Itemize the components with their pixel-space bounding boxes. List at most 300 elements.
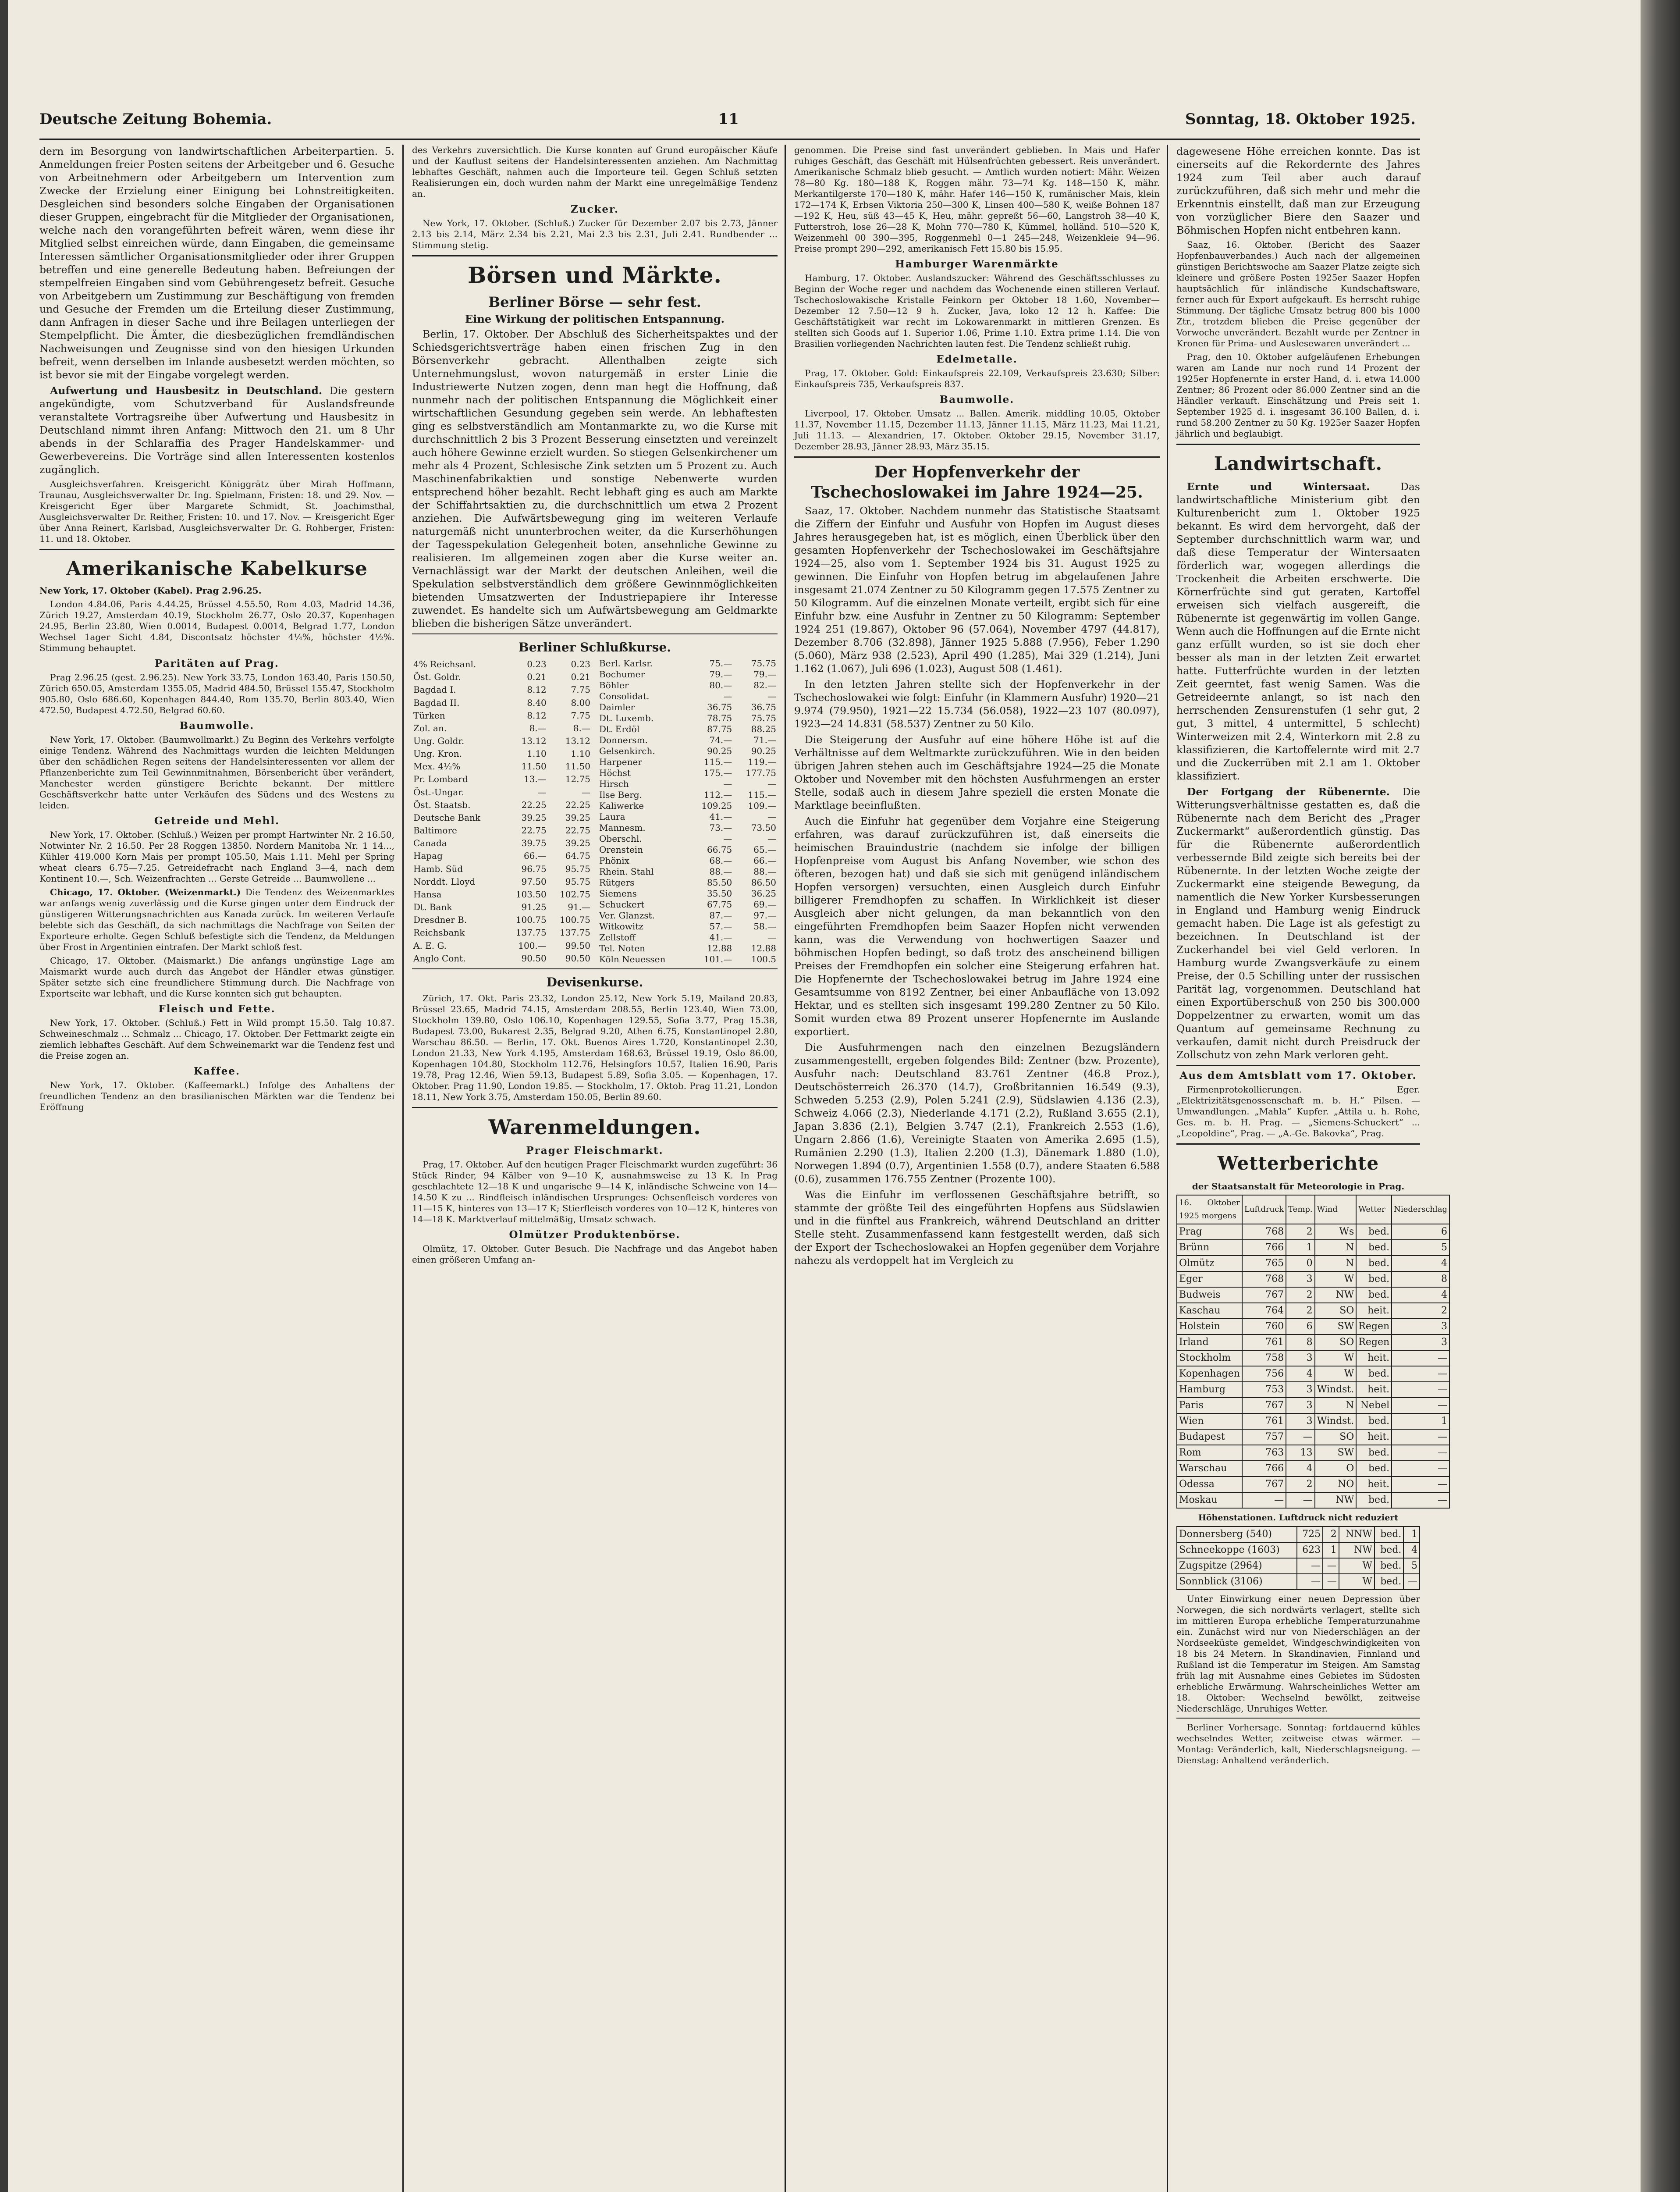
table-cell-value: 2: [1286, 1477, 1315, 1492]
table-cell-value: 100.5: [751, 954, 776, 964]
hamburg-text: Hamburg, 17. Oktober. Auslandszucker: Während des Geschäftsschlusses zu Beginn der Woche reger und nachdem das Wochenende einen stilleren Verlauf. Tschechoslowakische Kristalle Feinkorn per Oktober 18 1.60, November—Dezember 12 7.50—12 9 h. Zucker, Java, loko 12 12 h. Kaffee: Die Geschäftstätigkeit war recht im Lokowarenmarkt in mittleren Grenzen. Es stellten sich Goods auf 1. Superior 1.06, Prime 1.10. Extra prime 1.14. Die von Brasilien vorliegenden Nachrichten lauten fest. Die Tendenz schließt ruhig.: [794, 273, 1160, 349]
table-cell-value: heit.: [1356, 1429, 1392, 1445]
cable-rates-lead: New York, 17. Oktober (Kabel). Prag 2.96.25.: [39, 585, 262, 596]
divider: [794, 456, 1160, 458]
article-continuation: dern im Besorgung von landwirtschaftlichen Arbeiterpartien. 5. Anmeldungen freier Posten seitens der Arbeitgeber und 6. Gesuche von Arbeitnehmern oder Arbeitgebern um Intervention zum Zwecke der Erzielung einer Einigung bei Lohnstreitigkeiten. Desgleichen sind besonders solche Eingaben der Organisationen dieser Gruppen, eingebracht für die Mitglieder der Organisationen, welche nach den vorangeführten befreit wären, wenn diese ihr Mitglied selbst einreichen würde, dann Eingaben, die gemeinsame Interessen sämtlicher Organisationsmitglieder oder ihrer Gruppen betreffen und eine generelle Bedeutung haben. Befreiungen der stempelfreien Eingaben sind vom Gebührengesetz befreit. Gesuche von Arbeitgebern um Zustimmung zur Beschäftigung von fremden und Gesuche der Fremden um die Erteilung dieser Zustimmung, dann Anfragen in dieser Sache und ihre Beilagen unterliegen der Stempelpflicht. Die Ämter, die diesbezüglichen fremdländischen Nachweisungen und Zeugnisse sind von den hiesigen Urkunden befreit, wenn derselben im Inlande ausbesetzt werden möchten, so ist bevor sie mit der Eingabe vorgelegt werden.: [39, 145, 394, 381]
table-cell-value: 36.25: [751, 888, 776, 899]
table-cell-label: Höchst: [599, 768, 631, 778]
table-cell-value: 2: [1392, 1303, 1449, 1319]
table-cell-label: Schuckert: [599, 899, 645, 910]
column-3: [794, 145, 1160, 2157]
table-cell-value: 39.25: [521, 812, 547, 823]
table-cell-value: bed.: [1356, 1240, 1392, 1256]
stock-row: [412, 683, 592, 696]
table-cell-value: 57.—: [709, 921, 732, 932]
stock-row: [598, 757, 778, 768]
table-cell-value: 6: [1392, 1224, 1449, 1240]
table-cell-value: 75.—: [709, 658, 732, 669]
column-rule-3: [1167, 145, 1168, 2192]
table-cell-value: Nebel: [1356, 1398, 1392, 1413]
table-cell-value: 1.10: [571, 748, 590, 759]
table-cell-label: Tel. Noten: [599, 943, 646, 954]
table-cell-value: 3: [1286, 1382, 1315, 1398]
cotton-text: New York, 17. Oktober. (Baumwollmarkt.) Zu Beginn des Verkehrs verfolgte einige Tendenz. Während des Nachmittags wurden die leichten Meldungen über den schädlichen Regen seitens der Handelsinteressenten vor allem der Pflanzenberichte zum Teil Gewinnmitnahmen, Börsenbericht über verändert, Manchester werden günstigere Berichte bekannt. Der mittlere Geschäftsverkehr hatte unter Verkäufen des Südens und des Westens zu leiden.: [39, 734, 394, 811]
table-cell-value: —: [1392, 1398, 1449, 1413]
table-cell-label: Böhler: [599, 680, 629, 690]
weather-subtitle: der Staatsanstalt für Meteorologie in Prag.: [1192, 1181, 1405, 1192]
hops-continuation: dagewesene Höhe erreichen konnte. Das ist einerseits auf die Rekordernte des Jahres 1924 zum Teil aber auch darauf zurückzuführen, daß sich mehr und mehr die Erkenntnis einstellt, daß man zur Erzeugung von vorzüglicher Biere den Saazer und Böhmischen Hopfen nicht entbehren kann.: [1176, 145, 1420, 236]
table-cell-value: Windst.: [1315, 1413, 1357, 1429]
table-cell-value: 13: [1286, 1445, 1315, 1461]
table-cell-label: Hamb. Süd: [413, 863, 463, 874]
stock-row: [598, 833, 778, 844]
table-cell-value: 1: [1286, 1240, 1315, 1256]
table-cell-label: Harpener: [599, 757, 642, 767]
table-cell-value: 8.—: [529, 722, 547, 733]
olmuetz-continuation: genommen. Die Preise sind fast unverändert geblieben. In Mais und Hafer ruhiges Geschäft, das Geschäft mit Hülsenfrüchten gebessert. Reis unverändert. Amerikanische Schmalz blieb gesucht. — Amtlich wurden notiert: Mähr. Weizen 78—80 Kg. 180—188 K, Roggen mähr. 73—74 Kg. 148—150 K, mähr. Merkantilgerste 170—180 K, mähr. Hafer 146—150 K, rumänischer Mais, klein 172—174 K, Erbsen Viktoria 250—300 K, Linsen 400—580 K, weiße Bohnen 187—192 K, Heu, süß 43—45 K, Heu, mähr. gepreßt 56—60, Langstroh 38—40 K, Futterstroh, lose 26—28 K, Mohn 770—780 K, Kümmel, holländ. 510—520 K, Weizenmehl 00 390—395, Roggenmehl 0—1 245—248, Weizenkleie 94—96. Preise prompt 290—292, amerikanisch Fett 15.80 bis 15.95.: [794, 145, 1160, 254]
mountain-stations-heading: Höhenstationen. Luftdruck nicht reduziert: [1198, 1513, 1399, 1523]
table-cell-value: bed.: [1356, 1492, 1392, 1508]
table-cell-label: Öst.-Ungar.: [413, 786, 464, 797]
stock-row: [598, 943, 778, 954]
table-cell-value: 761: [1242, 1334, 1286, 1350]
table-cell-value: 758: [1242, 1350, 1286, 1366]
divider: [1176, 444, 1420, 445]
table-cell-label: Ung. Kron.: [413, 748, 462, 759]
weather-row: [1177, 1319, 1449, 1334]
hops-paragraph: Die Steigerung der Ausfuhr auf eine höhere Höhe ist auf die Verhältnisse auf dem Weltmarkte zurückzuführen. Wie in den beiden übrigen Jahren stehen auch im Geschäftsjahre 1924—25 die Monate Oktober und November mit den höchsten Ausfuhrmengen an erster Stelle, sodaß auch in diesem Jahre speziell die ersten Monate die Marktlage beeinflußten.: [794, 733, 1160, 811]
weather-row: [1177, 1366, 1449, 1382]
table-cell-value: SO: [1315, 1429, 1357, 1445]
table-cell-value: 100.75: [515, 915, 547, 925]
table-cell-label: Zol. an.: [413, 722, 447, 733]
hops-article-title: Der Hopfenverkehr der Tschechoslowakei im Jahre 1924—25.: [811, 463, 1143, 502]
weather-row: [1177, 1256, 1449, 1271]
weather-column-header: Temp.: [1286, 1195, 1315, 1224]
berlin-exchange-text: Berlin, 17. Oktober. Der Abschluß des Sicherheitspaktes und der Schiedsgerichtsverträge haben einen frischen Zug in den Börsenverkehr gebracht. Allenthalben zeigte sich Unternehmungslust, wovon naturgemäß in erster Linie die Industriewerte Nutzen zogen, denn man hegt die Hoffnung, daß nunmehr nach der politischen Entspannung die Möglichkeit einer wirtschaftlichen Gesundung gegeben sein werde. An lebhaftesten ging es selbstverständlich am Montanmarkte zu, wo die Kurse mit durchschnittlich 2 bis 3 Prozent Besserung einsetzten und vereinzelt auch höhere Gewinne erzielt wurden. So stiegen Gelsenkirchener um mehr als 4 Prozent, Schlesische Zink setzten um 5 Prozent zu. Auch Maschinenfabrikaktien und sonstige Nebenwerte wurden entsprechend höher bezahlt. Recht lebhaft ging es auch am Markte der Schiffahrtsaktien zu, die durchschnittlich um etwa 2 Prozent anziehen. Die Aufwärtsbewegung ging im weiteren Verlaufe naturgemäß nicht ununterbrochen weiter, da die Kurserhöhungen der Tagesspekulation Gelegenheit boten, ansehnliche Gewinne zu realisieren. Im allgemeinen zogen aber die Kurse weiter an. Vernachlässigt war der Markt der deutschen Anleihen, weil die Spekulation selbstverständlich dem größere Gewinnmöglichkeiten bietenden Umsatzwerten der Industriepapiere ihr Interesse zuwendet. Es handelte sich um Aufwärtsbewegung am Geldmarkte blieben die bisherigen Sätze unverändert.: [412, 328, 778, 630]
mountain-station-row: [1177, 1542, 1420, 1558]
table-cell-label: Rütgers: [599, 877, 635, 888]
weather-column-header: 16. Oktober 1925 morgens: [1177, 1195, 1242, 1224]
table-cell-value: —: [767, 779, 776, 789]
table-cell-value: —: [1392, 1492, 1449, 1508]
table-cell-value: —: [767, 691, 776, 701]
table-cell-label: Donnersm.: [599, 735, 648, 745]
meat-text: New York, 17. Oktober. (Schluß.) Fett in Wild prompt 15.50. Talg 10.87. Schweineschmalz ... Schmalz ... Chicago, 17. Oktober. Der Fettmarkt zeigte ein ziemlich lebhaftes Geschäft. Auf dem Schweinemarkt war die Tendenz fest und die Preise zogen an.: [39, 1018, 394, 1061]
stock-row: [598, 899, 778, 910]
table-cell-value: 763: [1242, 1445, 1286, 1461]
page-edge-shadow: [1641, 0, 1680, 2192]
table-cell-label: Mannesm.: [599, 822, 646, 833]
table-cell-value: bed.: [1375, 1574, 1403, 1590]
weather-column-header: Wind: [1315, 1195, 1357, 1224]
table-cell-label: Norddt. Lloyd: [413, 876, 476, 887]
section-title-cable-rates: Amerikanische Kabelkurse: [66, 558, 368, 580]
table-cell-value: bed.: [1375, 1542, 1403, 1558]
table-cell-label: Oberschl.: [599, 833, 642, 844]
table-cell-value: 4: [1286, 1366, 1315, 1382]
table-cell-label: Pr. Lombard: [413, 774, 468, 785]
table-cell-value: —: [1392, 1477, 1449, 1492]
weather-text: Unter Einwirkung einer neuen Depression über Norwegen, die sich nordwärts verlagert, stellte sich im mittleren Europa erhebliche Temperaturzunahme ein. Zunächst wird nur von Niederschlägen an der Nordseeküste gemeldet, Windgeschwindigkeiten von 18 bis 24 Metern. In Skandinavien, Finnland und Rußland ist die Temperatur im Steigen. Am Samstag früh lag mit Ausnahme eines Gebietes im Südosten erhebliche Erwärmung. Wahrscheinliches Wetter am 18. Oktober: Wechselnd bewölkt, zeitweise Niederschläge, Unruhiges Wetter.: [1176, 1594, 1420, 1714]
table-cell-value: W: [1339, 1574, 1375, 1590]
table-cell-value: 85.50: [707, 877, 732, 888]
table-cell-value: W: [1315, 1350, 1357, 1366]
table-cell-value: 767: [1242, 1398, 1286, 1413]
precious-metals-text: Prag, 17. Oktober. Gold: Einkaufspreis 22.109, Verkaufspreis 23.630; Silber: Einkaufspreis 735, Verkaufspreis 837.: [794, 368, 1160, 389]
stock-row: [412, 747, 592, 760]
hops-paragraph: In den letzten Jahren stellte sich der Hopfenverkehr in der Tschechoslowakei wie folgt: Einfuhr (in Klammern Ausfuhr) 1920—21 9.974 (79.950), 1921—22 15.734 (56.058), 1922—23 107 (80.097), 1923—24 14.831 (58.537) Zentner zu 50 Kilo.: [794, 678, 1160, 730]
stock-row: [598, 768, 778, 779]
divider: [412, 255, 778, 256]
weather-row: [1177, 1240, 1449, 1256]
table-cell-label: Gelsenkirch.: [599, 746, 655, 756]
table-cell-value: —: [1323, 1558, 1339, 1574]
divider: [39, 549, 394, 550]
table-cell-value: —: [723, 691, 732, 701]
stock-row: [598, 702, 778, 713]
table-cell-label: Bochumer: [599, 669, 645, 680]
table-cell-label: Consolidat.: [599, 691, 650, 701]
table-cell-value: 102.75: [560, 889, 590, 900]
table-cell-value: 1: [1392, 1413, 1449, 1429]
table-cell-value: 115.—: [703, 757, 732, 767]
table-cell-value: 22.75: [521, 825, 547, 836]
table-cell-value: —: [1297, 1558, 1323, 1574]
table-cell-label: Brünn: [1177, 1240, 1242, 1256]
closing-prices-title: Berliner Schlußkurse.: [519, 640, 671, 655]
divider: [1176, 1718, 1420, 1719]
table-cell-label: Hirsch: [599, 779, 629, 789]
table-cell-value: 753: [1242, 1382, 1286, 1398]
table-cell-value: 137.75: [515, 927, 547, 938]
table-cell-value: 78.75: [707, 713, 732, 723]
table-cell-value: —: [767, 833, 776, 844]
column-rule-2: [785, 145, 786, 2192]
agriculture-body: Das landwirtschaftliche Ministerium gibt den Kulturenbericht zum 1. Oktober 1925 bekannt. Es wird dem hervorgeht, daß der September durchschnittlich warm war, und daß diese Temperatur der Wintersaaten förderlich war, wogegen allerdings die Trockenheit die Arbeiten erschwerte. Die Körnerfrüchte sind gut geraten, Kartoffel erweisen sich vielfach ausgereift, die Rübenernte ist gegenwärtig im vollen Gange. Wenn auch die Hoffnungen auf die Ernte nicht ganz erfüllt wurden, so ist sie doch eher besser als man in der letzten Zeit erwartet hatte. Futterfrüchte wurden in der letzten Zeit geerntet, fast wenig Samen. Was die Getreideernte anlangt, so ist nach den herrschenden Zensurenstufen (1 sehr gut, 2 gut, 3 mittel, 4 untermittel, 5 schlecht) Winterweizen mit 2.4, Winterkorn mit 2.8 zu klassifizieren, die Kartoffelernte wird mit 2.7 und die Zuckerrüben mit 2.1 am 1. Oktober klassifiziert.: [1176, 480, 1420, 782]
stock-row: [598, 790, 778, 801]
page-header: [39, 110, 1416, 137]
table-cell-value: 756: [1242, 1366, 1286, 1382]
table-cell-value: bed.: [1356, 1256, 1392, 1271]
table-cell-value: 766: [1242, 1240, 1286, 1256]
table-cell-value: 68.—: [709, 855, 732, 866]
table-cell-value: heit.: [1356, 1350, 1392, 1366]
table-cell-value: Windst.: [1315, 1382, 1357, 1398]
table-cell-label: Köln Neuessen: [599, 954, 666, 964]
table-cell-value: 65.—: [753, 844, 776, 855]
table-cell-label: Ver. Glanzst.: [599, 910, 655, 921]
table-cell-label: Dt. Erdöl: [599, 724, 640, 734]
table-cell-value: 725: [1297, 1527, 1323, 1542]
table-cell-value: 90.50: [521, 953, 547, 964]
table-cell-value: 761: [1242, 1413, 1286, 1429]
article-text: [39, 384, 394, 476]
table-cell-value: NW: [1315, 1492, 1357, 1508]
page-number: 11: [718, 110, 739, 128]
table-cell-value: 0.23: [571, 659, 590, 670]
table-cell-label: Öst. Staatsb.: [413, 799, 471, 810]
table-cell-value: 101.—: [703, 954, 732, 964]
stock-row: [598, 691, 778, 702]
table-cell-label: Paris: [1177, 1398, 1242, 1413]
table-cell-label: Türken: [413, 710, 445, 721]
table-cell-value: 87.—: [709, 910, 732, 921]
table-cell-value: N: [1315, 1256, 1357, 1271]
table-cell-value: 119.—: [748, 757, 776, 767]
table-cell-value: —: [1323, 1574, 1339, 1590]
table-cell-label: Prag: [1177, 1224, 1242, 1240]
table-cell-value: 764: [1242, 1303, 1286, 1319]
table-cell-label: Schneekoppe (1603): [1177, 1542, 1297, 1558]
table-cell-value: W: [1315, 1366, 1357, 1382]
table-cell-value: 7.75: [571, 710, 590, 721]
mountain-station-row: [1177, 1527, 1420, 1542]
table-cell-value: 2: [1286, 1303, 1315, 1319]
table-cell-value: 13.12: [521, 736, 547, 747]
table-cell-value: 1: [1403, 1527, 1420, 1542]
section-title-agriculture: Landwirtschaft.: [1214, 453, 1383, 474]
table-cell-label: Dt. Bank: [413, 902, 452, 913]
divider: [1176, 1143, 1420, 1145]
stock-row: [598, 866, 778, 877]
table-cell-value: 109.—: [748, 801, 776, 811]
table-cell-value: —: [1392, 1429, 1449, 1445]
table-cell-value: 75.75: [751, 713, 776, 723]
cable-rates-text: London 4.84.06, Paris 4.44.25, Brüssel 4.55.50, Rom 4.03, Madrid 14.36, Zürich 19.27, Amsterdam 40.19, Stockholm 26.77, Oslo 20.37, Kopenhagen 24.95, Berlin 23.80, Wien 0.0014, Budapest 0.0014, Belgrad 1.77, London Wechsel 1ager Sicht 4.84, Discontsatz höchster 4¼%, höchster 4½%. Stimmung behauptet.: [39, 599, 394, 653]
table-cell-value: 12.75: [565, 774, 590, 785]
weather-row: [1177, 1492, 1449, 1508]
table-cell-label: Hansa: [413, 889, 442, 900]
weather-row: [1177, 1413, 1449, 1429]
stock-row: [412, 658, 592, 671]
article-lead: Aufwertung und Hausbesitz in Deutschland.: [50, 384, 323, 397]
olmuetz-text: Olmütz, 17. Oktober. Guter Besuch. Die Nachfrage und das Angebot haben einen größeren Umfang an-: [412, 1243, 778, 1265]
table-cell-value: bed.: [1356, 1445, 1392, 1461]
divider: [1176, 1065, 1420, 1066]
weather-row: [1177, 1445, 1449, 1461]
table-cell-label: Wien: [1177, 1413, 1242, 1429]
table-cell-label: Laura: [599, 811, 625, 822]
table-cell-value: —: [1392, 1382, 1449, 1398]
table-cell-value: 8.00: [571, 697, 590, 708]
weather-row: [1177, 1287, 1449, 1303]
saaz-report: Saaz, 16. Oktober. (Bericht des Saazer Hopfenbauverbandes.) Auch nach der allgemeinen günstigen Berichtswoche am Saazer Platze zeigte sich kleinere und größere Posten 1925er Saazer Hopfen hauptsächlich für inländische Kundschaftsware, ferner auch für Export aufgekauft. Es herrscht ruhige Stimmung. Der tägliche Umsatz betrug 800 bis 1000 Ztr., trotzdem blieben die Preise gegenüber der Vorwoche unverändert. Bezahlt wurde per Zentner in Kronen für Prima- und Auslesewaren unverändert ...: [1176, 239, 1420, 349]
column-1: [39, 145, 394, 2157]
olmuetz-heading: Olmützer Produktenbörse.: [509, 1229, 681, 1241]
header-rule: [39, 139, 1420, 140]
stock-row: [412, 760, 592, 773]
table-cell-label: Berl. Karlsr.: [599, 658, 653, 669]
table-cell-value: 36.75: [707, 702, 732, 712]
hops-paragraph: Saaz, 17. Oktober. Nachdem nunmehr das Statistische Staatsamt die Ziffern der Einfuhr und Ausfuhr von Hopfen im August dieses Jahres herausgegeben hat, ist es möglich, einen Überblick über den gesamten Hopfenverkehr der Tschechoslowakei im Geschäftsjahre 1924—25, also vom 1. September 1924 bis 31. August 1925 zu gewinnen. Die Einfuhr von Hopfen betrug im abgelaufenen Jahre insgesamt 21.074 Zentner zu 50 Kilogramm gegen 17.575 Zentner zu 50 Kilogramm. Auf die einzelnen Monate verteilt, ergibt sich für eine Einfuhr bzw. eine Ausfuhr in Zentner zu 50 Kilogramm: September 1924 251 (19.867), Oktober 96 (57.064), November 4797 (44.817), Dezember 8.706 (32.898), Jänner 1925 5.888 (7.956), Feber 1.290 (5.060), März 938 (2.523), April 490 (1.285), Mai 329 (1.214), Juni 1.162 (1.067), Juli 696 (1.023), August 508 (1.461).: [794, 505, 1160, 675]
section-title-weather: Wetterberichte: [1217, 1153, 1379, 1174]
table-cell-value: N: [1315, 1240, 1357, 1256]
table-cell-value: 97.—: [753, 910, 776, 921]
parity-text: Prag 2.96.25 (gest. 2.96.25). New York 33.75, London 163.40, Paris 150.50, Zürich 650.05, Amsterdam 1355.05, Madrid 484.50, Brüssel 155.47, Stockholm 905.80, Oslo 686.60, Kopenhagen 844.40, Rom 135.70, Berlin 803.40, Wien 472.50, Budapest 4.72.50, Belgrad 60.60.: [39, 672, 394, 715]
stock-row: [412, 850, 592, 862]
table-cell-value: —: [767, 932, 776, 943]
table-cell-label: Dresdner B.: [413, 915, 467, 925]
table-cell-value: N: [1315, 1398, 1357, 1413]
table-cell-value: —: [1286, 1492, 1315, 1508]
table-cell-value: bed.: [1375, 1558, 1403, 1574]
table-cell-value: 12.88: [751, 943, 776, 954]
cotton-heading: Baumwolle.: [179, 720, 255, 732]
table-cell-value: 91.—: [568, 902, 590, 913]
weather-column-header: Luftdruck: [1242, 1195, 1286, 1224]
table-cell-label: Donnersberg (540): [1177, 1527, 1297, 1542]
table-cell-label: Reichsbank: [413, 927, 465, 938]
stock-row: [412, 671, 592, 683]
stock-row: [598, 822, 778, 833]
stock-row: [412, 952, 592, 965]
table-cell-value: 88.25: [751, 724, 776, 734]
table-cell-value: 86.50: [751, 877, 776, 888]
table-cell-value: 109.25: [701, 801, 732, 811]
stock-row: [598, 779, 778, 790]
table-cell-label: Kaliwerke: [599, 801, 644, 811]
table-cell-value: 3: [1392, 1334, 1449, 1350]
table-cell-value: 623: [1297, 1542, 1323, 1558]
column-rule-1: [402, 145, 404, 2192]
table-cell-value: 39.25: [565, 838, 590, 849]
stock-row: [412, 773, 592, 786]
table-cell-value: NNW: [1339, 1527, 1375, 1542]
table-cell-label: Dt. Luxemb.: [599, 713, 654, 723]
table-cell-label: Canada: [413, 838, 447, 849]
grain-text: New York, 17. Oktober. (Schluß.) Weizen per prompt Hartwinter Nr. 2 16.50, Notwinter Nr. 2 16.50. Per 28 Roggen 13850. Nordern Manitoba Nr. 1 14..., Kühler 419.000 Korn Mais per prompt 105.50, Mais 1.11. Mehl per Spring wheat clears 6.75—7.25. Getreidefracht nach England 3—4, nach dem Kontinent 10.—, Sch. Weizenfrachten ... Gerste Getreide ... Baumwollene ...: [39, 829, 394, 884]
table-cell-value: —: [723, 779, 732, 789]
table-cell-value: 90.25: [707, 746, 732, 756]
stock-row: [412, 914, 592, 926]
table-cell-label: Eger: [1177, 1271, 1242, 1287]
table-cell-label: Kopenhagen: [1177, 1366, 1242, 1382]
table-cell-value: 112.—: [703, 790, 732, 800]
mountain-stations-table: [1176, 1526, 1420, 1590]
stock-row: [412, 837, 592, 850]
stock-row: [412, 811, 592, 824]
weather-column-header: Niederschlag: [1392, 1195, 1449, 1224]
currency-title: Devisenkurse.: [546, 975, 643, 989]
table-cell-value: 35.50: [707, 888, 732, 899]
table-cell-value: 82.—: [753, 680, 776, 690]
table-cell-value: O: [1315, 1461, 1357, 1477]
coffee-text: New York, 17. Oktober. (Kaffeemarkt.) Infolge des Anhaltens der freundlichen Tendenz an den brasilianischen Märkten war die Tendenz bei Eröffnung: [39, 1080, 394, 1112]
weather-row: [1177, 1461, 1449, 1477]
table-cell-label: Holstein: [1177, 1319, 1242, 1334]
table-cell-value: 79.—: [753, 669, 776, 680]
table-cell-value: 0: [1286, 1256, 1315, 1271]
table-cell-label: Stockholm: [1177, 1350, 1242, 1366]
saaz-report-2: Prag, den 10. Oktober aufgeläufenen Erhebungen waren am Lande nur noch rund 14 Prozent der 1925er Hopfenernte in erster Hand, d. i. etwa 14.000 Zentner; 86 Prozent oder 86.000 Zentner sind an die Händler verkauft. Einschätzung und Preis seit 1. September 1925 d. i. insgesamt 36.100 Ballen, d. i. rund 58.200 Zentner zu 50 Kg. 1925er Saazer Hopfen jährlich und beglaubigt.: [1176, 352, 1420, 439]
table-cell-value: 79.—: [709, 669, 732, 680]
table-cell-value: 11.50: [565, 761, 590, 772]
table-cell-label: Bagdad I.: [413, 684, 456, 695]
table-cell-value: heit.: [1356, 1382, 1392, 1398]
table-cell-value: Regen: [1356, 1334, 1392, 1350]
table-cell-value: 66.—: [753, 855, 776, 866]
stock-row: [598, 888, 778, 899]
stock-row: [412, 722, 592, 735]
divider: [412, 1107, 778, 1108]
berlin-forecast: Berliner Vorhersage. Sonntag: fortdauernd kühles wechselndes Wetter, zeitweise etwas wärmer. — Montag: Veränderlich, kalt, Niederschlagsneigung. — Dienstag: Anhaltend veränderlich.: [1176, 1722, 1420, 1765]
table-cell-label: Ung. Goldr.: [413, 736, 465, 747]
table-cell-value: 765: [1242, 1256, 1286, 1271]
column-4: [1176, 145, 1448, 2157]
table-cell-value: 3: [1286, 1350, 1315, 1366]
divider: [412, 633, 778, 634]
table-cell-value: NW: [1315, 1287, 1357, 1303]
issue-date: Sonntag, 18. Oktober 1925.: [1185, 110, 1416, 128]
weather-row: [1177, 1398, 1449, 1413]
table-cell-value: 6: [1286, 1319, 1315, 1334]
stock-row: [412, 709, 592, 722]
table-cell-value: 64.75: [565, 850, 590, 861]
table-cell-value: bed.: [1356, 1224, 1392, 1240]
table-cell-value: W: [1339, 1558, 1375, 1574]
stock-row: [598, 669, 778, 680]
table-cell-value: 88.—: [709, 866, 732, 877]
table-cell-value: —: [537, 786, 547, 797]
table-cell-value: 8: [1286, 1334, 1315, 1350]
stock-row: [598, 811, 778, 822]
weather-row: [1177, 1224, 1449, 1240]
table-cell-value: 767: [1242, 1287, 1286, 1303]
table-cell-value: NO: [1315, 1477, 1357, 1492]
table-cell-value: 757: [1242, 1429, 1286, 1445]
stock-row: [412, 863, 592, 875]
table-cell-value: 91.25: [521, 902, 547, 913]
table-cell-value: 103.50: [515, 889, 547, 900]
stock-row: [412, 926, 592, 939]
stock-row: [412, 786, 592, 799]
table-cell-value: 137.75: [560, 927, 590, 938]
stock-row: [598, 844, 778, 855]
table-cell-value: 768: [1242, 1271, 1286, 1287]
table-cell-value: 36.75: [751, 702, 776, 712]
table-cell-value: 75.75: [751, 658, 776, 669]
table-cell-value: bed.: [1356, 1413, 1392, 1429]
table-cell-value: 99.50: [565, 940, 590, 951]
table-cell-value: bed.: [1356, 1271, 1392, 1287]
table-cell-value: 90.50: [565, 953, 590, 964]
column-2: [412, 145, 778, 2157]
table-cell-label: Phönix: [599, 855, 629, 866]
table-cell-value: W: [1315, 1271, 1357, 1287]
table-cell-value: 66.75: [707, 844, 732, 855]
beet-harvest-body: Die Witterungsverhältnisse gestatten es, daß die Rübenernte nach dem Bericht des „Prager Zuckermarkt“ außerordentlich günstig. Das für die Rübenernte außerordentlich verbessernde Bild zeigte sich bereits bei der Rübenernte. In der letzten Woche zeigte der Zuckermarkt eine steigende Bewegung, da namentlich die New Yorker Kursbesserungen in England und Hamburg wenig Eindruck gemacht haben. Die Lage ist als gefestigt zu bezeichnen. In Deutschland ist der Zuckerhandel bei viel Geld verloren. In Hamburg wurde Zwangsverkäufe zu einem Preise, der 0.5 Schilling unter der russischen Parität lag, vorgenommen. Deutschland hat einen Exportüberschuß von 250 bis 300.000 Doppelzentner zu erwarten, womit um das Quantum auf gemeinsame Rechnung zu verkaufen, damit nicht durch Preisdruck der Zollschutz von zehn Mark verloren geht.: [1176, 786, 1420, 1061]
table-cell-value: 8.—: [573, 722, 590, 733]
table-cell-value: bed.: [1356, 1461, 1392, 1477]
table-cell-value: 8: [1392, 1271, 1449, 1287]
stock-row: [412, 939, 592, 952]
precious-metals-heading: Edelmetalle.: [936, 353, 1018, 365]
table-cell-value: 74.—: [709, 735, 732, 745]
table-cell-label: Anglo Cont.: [413, 953, 466, 964]
table-cell-label: Olmütz: [1177, 1256, 1242, 1271]
table-cell-value: 11.50: [521, 761, 547, 772]
sugar-heading: Zucker.: [570, 203, 619, 215]
cotton-heading-2: Baumwolle.: [939, 394, 1015, 406]
stock-row: [598, 746, 778, 757]
cotton-text-2: Liverpool, 17. Oktober. Umsatz ... Ballen. Amerik. middling 10.05, Oktober 11.37, November 11.15, Dezember 11.13, Jänner 11.15, März 11.23, Mai 11.21, Juli 11.13. — Alexandrien, 17. Oktober. Oktober 29.15, November 31.17, Dezember 28.93, Jänner 28.93, März 35.15.: [794, 408, 1160, 452]
stock-row: [598, 954, 778, 965]
table-cell-value: heit.: [1356, 1477, 1392, 1492]
weather-row: [1177, 1271, 1449, 1287]
berlin-exchange-subtitle: Eine Wirkung der politischen Entspannung.: [465, 313, 725, 325]
table-cell-value: —: [1392, 1350, 1449, 1366]
